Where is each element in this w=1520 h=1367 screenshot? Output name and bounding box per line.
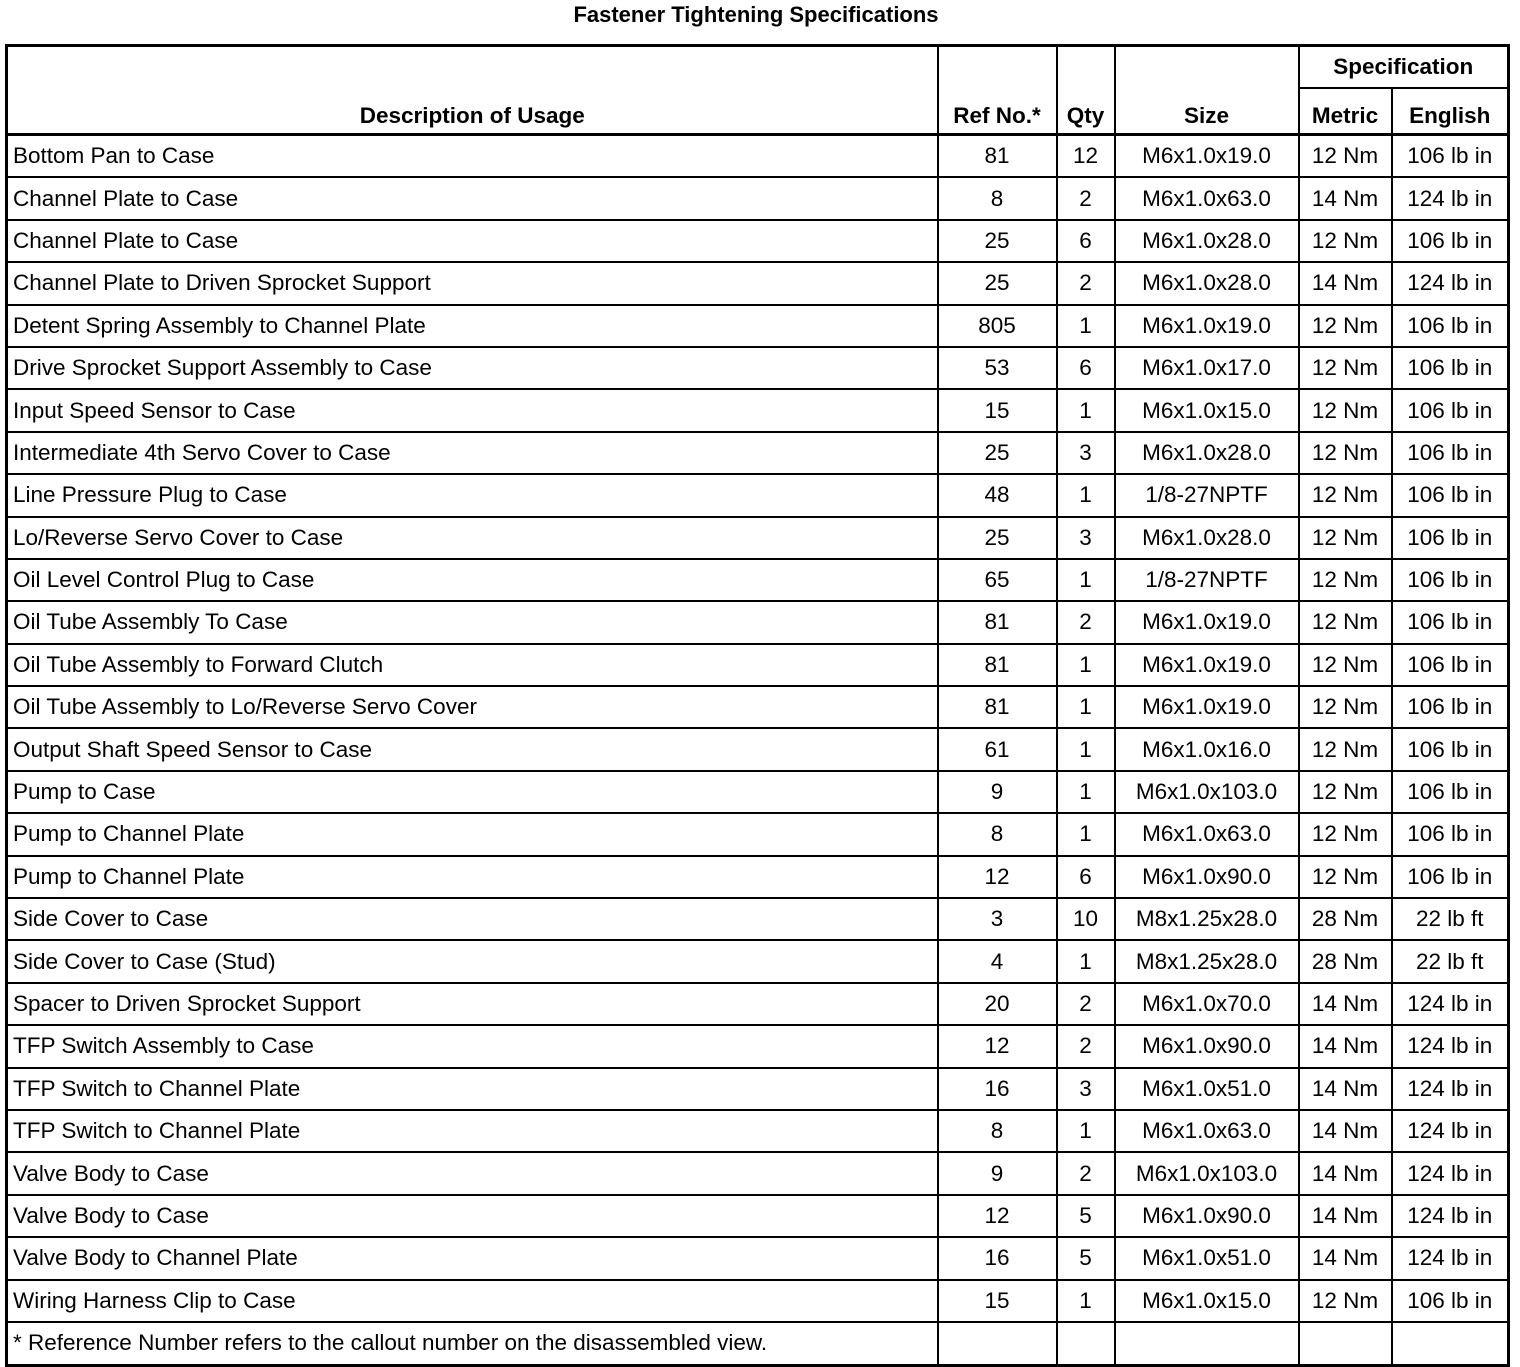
cell-ref-no: 8 [938,1110,1057,1152]
cell-size: M6x1.0x17.0 [1115,347,1299,389]
cell-description: Detent Spring Assembly to Channel Plate [7,305,938,347]
header-english: English [1392,88,1509,135]
header-description: Description of Usage [7,46,938,135]
cell-english: 106 lb in [1392,389,1509,431]
cell-metric: 14 Nm [1299,1110,1392,1152]
cell-description: Valve Body to Case [7,1195,938,1237]
table-row [7,1237,1509,1279]
cell-qty: 1 [1057,389,1115,431]
empty-cell [1392,1322,1509,1366]
cell-metric: 14 Nm [1299,177,1392,219]
cell-size: M6x1.0x28.0 [1115,517,1299,559]
cell-ref-no: 81 [938,686,1057,728]
cell-size: M8x1.25x28.0 [1115,940,1299,982]
cell-size: M6x1.0x90.0 [1115,1195,1299,1237]
cell-metric: 14 Nm [1299,1195,1392,1237]
cell-metric: 28 Nm [1299,940,1392,982]
cell-description: Side Cover to Case (Stud) [7,940,938,982]
cell-qty: 1 [1057,728,1115,770]
footnote: * Reference Number refers to the callout number on the disassembled view. [7,1322,938,1366]
cell-metric: 12 Nm [1299,432,1392,474]
cell-qty: 5 [1057,1195,1115,1237]
cell-english: 124 lb in [1392,1237,1509,1279]
table-body [7,135,1509,1322]
cell-english: 124 lb in [1392,1068,1509,1110]
cell-ref-no: 61 [938,728,1057,770]
cell-ref-no: 805 [938,305,1057,347]
cell-english: 106 lb in [1392,432,1509,474]
table-row [7,771,1509,813]
cell-description: Oil Tube Assembly To Case [7,601,938,643]
table-row [7,220,1509,262]
table-row [7,856,1509,898]
cell-size: M6x1.0x19.0 [1115,135,1299,178]
table-row [7,1280,1509,1322]
cell-description: Pump to Case [7,771,938,813]
cell-english: 106 lb in [1392,474,1509,516]
cell-metric: 28 Nm [1299,898,1392,940]
cell-english: 106 lb in [1392,559,1509,601]
table-row [7,983,1509,1025]
cell-size: M6x1.0x19.0 [1115,686,1299,728]
cell-size: M8x1.25x28.0 [1115,898,1299,940]
cell-qty: 12 [1057,135,1115,178]
cell-metric: 12 Nm [1299,517,1392,559]
cell-metric: 12 Nm [1299,559,1392,601]
table-row [7,1025,1509,1067]
cell-metric: 14 Nm [1299,1237,1392,1279]
cell-size: M6x1.0x19.0 [1115,305,1299,347]
cell-description: Lo/Reverse Servo Cover to Case [7,517,938,559]
cell-english: 106 lb in [1392,856,1509,898]
fastener-spec-table [5,44,1510,1367]
table-row [7,1068,1509,1110]
cell-english: 124 lb in [1392,1025,1509,1067]
table-row [7,559,1509,601]
table-row [7,644,1509,686]
cell-qty: 3 [1057,517,1115,559]
cell-ref-no: 4 [938,940,1057,982]
cell-metric: 12 Nm [1299,644,1392,686]
footnote-row [7,1322,1509,1366]
cell-english: 124 lb in [1392,983,1509,1025]
cell-ref-no: 3 [938,898,1057,940]
cell-description: Wiring Harness Clip to Case [7,1280,938,1322]
cell-description: Bottom Pan to Case [7,135,938,178]
cell-ref-no: 81 [938,135,1057,178]
table-row [7,813,1509,855]
cell-size: M6x1.0x63.0 [1115,177,1299,219]
cell-metric: 12 Nm [1299,347,1392,389]
cell-english: 106 lb in [1392,601,1509,643]
table-row [7,1110,1509,1152]
cell-english: 124 lb in [1392,1110,1509,1152]
cell-ref-no: 15 [938,1280,1057,1322]
cell-description: Spacer to Driven Sprocket Support [7,983,938,1025]
cell-qty: 5 [1057,1237,1115,1279]
cell-qty: 2 [1057,1152,1115,1194]
cell-size: M6x1.0x103.0 [1115,1152,1299,1194]
cell-metric: 12 Nm [1299,389,1392,431]
cell-qty: 6 [1057,856,1115,898]
cell-ref-no: 9 [938,1152,1057,1194]
table-row [7,389,1509,431]
cell-ref-no: 20 [938,983,1057,1025]
cell-qty: 1 [1057,940,1115,982]
empty-cell [1299,1322,1392,1366]
cell-metric: 14 Nm [1299,1068,1392,1110]
cell-qty: 2 [1057,1025,1115,1067]
cell-qty: 1 [1057,644,1115,686]
cell-english: 22 lb ft [1392,940,1509,982]
table-row [7,1152,1509,1194]
cell-english: 106 lb in [1392,728,1509,770]
table-row [7,728,1509,770]
cell-size: 1/8-27NPTF [1115,559,1299,601]
cell-qty: 2 [1057,262,1115,304]
cell-size: M6x1.0x28.0 [1115,432,1299,474]
cell-english: 106 lb in [1392,220,1509,262]
cell-metric: 12 Nm [1299,601,1392,643]
cell-size: M6x1.0x16.0 [1115,728,1299,770]
cell-size: M6x1.0x70.0 [1115,983,1299,1025]
cell-ref-no: 16 [938,1237,1057,1279]
cell-qty: 3 [1057,1068,1115,1110]
cell-english: 124 lb in [1392,177,1509,219]
cell-ref-no: 12 [938,1025,1057,1067]
table-row [7,347,1509,389]
cell-metric: 12 Nm [1299,813,1392,855]
cell-english: 22 lb ft [1392,898,1509,940]
cell-metric: 12 Nm [1299,856,1392,898]
cell-size: M6x1.0x15.0 [1115,389,1299,431]
cell-english: 124 lb in [1392,262,1509,304]
cell-english: 106 lb in [1392,347,1509,389]
cell-size: M6x1.0x28.0 [1115,262,1299,304]
cell-size: M6x1.0x51.0 [1115,1237,1299,1279]
cell-description: TFP Switch to Channel Plate [7,1110,938,1152]
cell-english: 106 lb in [1392,305,1509,347]
cell-qty: 6 [1057,347,1115,389]
table-row [7,135,1509,178]
header-size: Size [1115,46,1299,135]
cell-description: Drive Sprocket Support Assembly to Case [7,347,938,389]
cell-english: 106 lb in [1392,644,1509,686]
table-row [7,432,1509,474]
cell-qty: 3 [1057,432,1115,474]
cell-description: Oil Level Control Plug to Case [7,559,938,601]
cell-english: 106 lb in [1392,813,1509,855]
cell-ref-no: 65 [938,559,1057,601]
cell-english: 106 lb in [1392,135,1509,178]
cell-ref-no: 25 [938,517,1057,559]
cell-qty: 1 [1057,474,1115,516]
cell-qty: 1 [1057,771,1115,813]
header-qty: Qty [1057,46,1115,135]
cell-description: Line Pressure Plug to Case [7,474,938,516]
header-ref-no: Ref No.* [938,46,1057,135]
cell-metric: 12 Nm [1299,686,1392,728]
cell-metric: 14 Nm [1299,1152,1392,1194]
cell-qty: 1 [1057,1110,1115,1152]
cell-english: 124 lb in [1392,1195,1509,1237]
cell-description: Valve Body to Case [7,1152,938,1194]
cell-english: 124 lb in [1392,1152,1509,1194]
cell-ref-no: 25 [938,262,1057,304]
table-row [7,262,1509,304]
cell-metric: 14 Nm [1299,1025,1392,1067]
cell-ref-no: 53 [938,347,1057,389]
cell-ref-no: 48 [938,474,1057,516]
cell-metric: 12 Nm [1299,135,1392,178]
cell-qty: 2 [1057,601,1115,643]
cell-size: M6x1.0x63.0 [1115,813,1299,855]
cell-size: M6x1.0x90.0 [1115,1025,1299,1067]
cell-metric: 12 Nm [1299,728,1392,770]
cell-metric: 12 Nm [1299,1280,1392,1322]
cell-ref-no: 12 [938,856,1057,898]
cell-ref-no: 8 [938,813,1057,855]
cell-qty: 1 [1057,1280,1115,1322]
cell-size: 1/8-27NPTF [1115,474,1299,516]
cell-metric: 14 Nm [1299,983,1392,1025]
cell-english: 106 lb in [1392,771,1509,813]
cell-metric: 12 Nm [1299,220,1392,262]
cell-qty: 6 [1057,220,1115,262]
cell-ref-no: 25 [938,220,1057,262]
cell-description: Pump to Channel Plate [7,813,938,855]
cell-metric: 12 Nm [1299,771,1392,813]
empty-cell [1115,1322,1299,1366]
cell-qty: 1 [1057,559,1115,601]
cell-description: Input Speed Sensor to Case [7,389,938,431]
cell-description: Channel Plate to Case [7,177,938,219]
cell-english: 106 lb in [1392,1280,1509,1322]
cell-size: M6x1.0x90.0 [1115,856,1299,898]
cell-description: TFP Switch to Channel Plate [7,1068,938,1110]
cell-description: Oil Tube Assembly to Lo/Reverse Servo Cover [7,686,938,728]
cell-size: M6x1.0x19.0 [1115,644,1299,686]
table-row [7,898,1509,940]
cell-english: 106 lb in [1392,686,1509,728]
cell-english: 106 lb in [1392,517,1509,559]
cell-size: M6x1.0x103.0 [1115,771,1299,813]
cell-qty: 1 [1057,305,1115,347]
cell-size: M6x1.0x51.0 [1115,1068,1299,1110]
table-row [7,1195,1509,1237]
cell-size: M6x1.0x28.0 [1115,220,1299,262]
cell-size: M6x1.0x15.0 [1115,1280,1299,1322]
header-metric: Metric [1299,88,1392,135]
cell-description: Intermediate 4th Servo Cover to Case [7,432,938,474]
cell-ref-no: 9 [938,771,1057,813]
cell-qty: 10 [1057,898,1115,940]
cell-ref-no: 16 [938,1068,1057,1110]
cell-qty: 2 [1057,983,1115,1025]
table-row [7,601,1509,643]
cell-ref-no: 15 [938,389,1057,431]
cell-qty: 2 [1057,177,1115,219]
table-row [7,940,1509,982]
cell-qty: 1 [1057,813,1115,855]
cell-ref-no: 12 [938,1195,1057,1237]
table-row [7,305,1509,347]
cell-ref-no: 25 [938,432,1057,474]
cell-size: M6x1.0x63.0 [1115,1110,1299,1152]
empty-cell [938,1322,1057,1366]
cell-metric: 12 Nm [1299,474,1392,516]
cell-description: Output Shaft Speed Sensor to Case [7,728,938,770]
cell-qty: 1 [1057,686,1115,728]
cell-ref-no: 8 [938,177,1057,219]
cell-description: Pump to Channel Plate [7,856,938,898]
table-row [7,517,1509,559]
cell-description: Channel Plate to Driven Sprocket Support [7,262,938,304]
cell-description: Channel Plate to Case [7,220,938,262]
cell-description: Side Cover to Case [7,898,938,940]
cell-description: TFP Switch Assembly to Case [7,1025,938,1067]
empty-cell [1057,1322,1115,1366]
table-row [7,177,1509,219]
cell-metric: 14 Nm [1299,262,1392,304]
cell-description: Valve Body to Channel Plate [7,1237,938,1279]
cell-size: M6x1.0x19.0 [1115,601,1299,643]
cell-description: Oil Tube Assembly to Forward Clutch [7,644,938,686]
document-title: Fastener Tightening Specifications [573,2,939,27]
table-row [7,474,1509,516]
cell-ref-no: 81 [938,601,1057,643]
header-specification: Specification [1299,46,1509,89]
cell-metric: 12 Nm [1299,305,1392,347]
table-row [7,686,1509,728]
cell-ref-no: 81 [938,644,1057,686]
